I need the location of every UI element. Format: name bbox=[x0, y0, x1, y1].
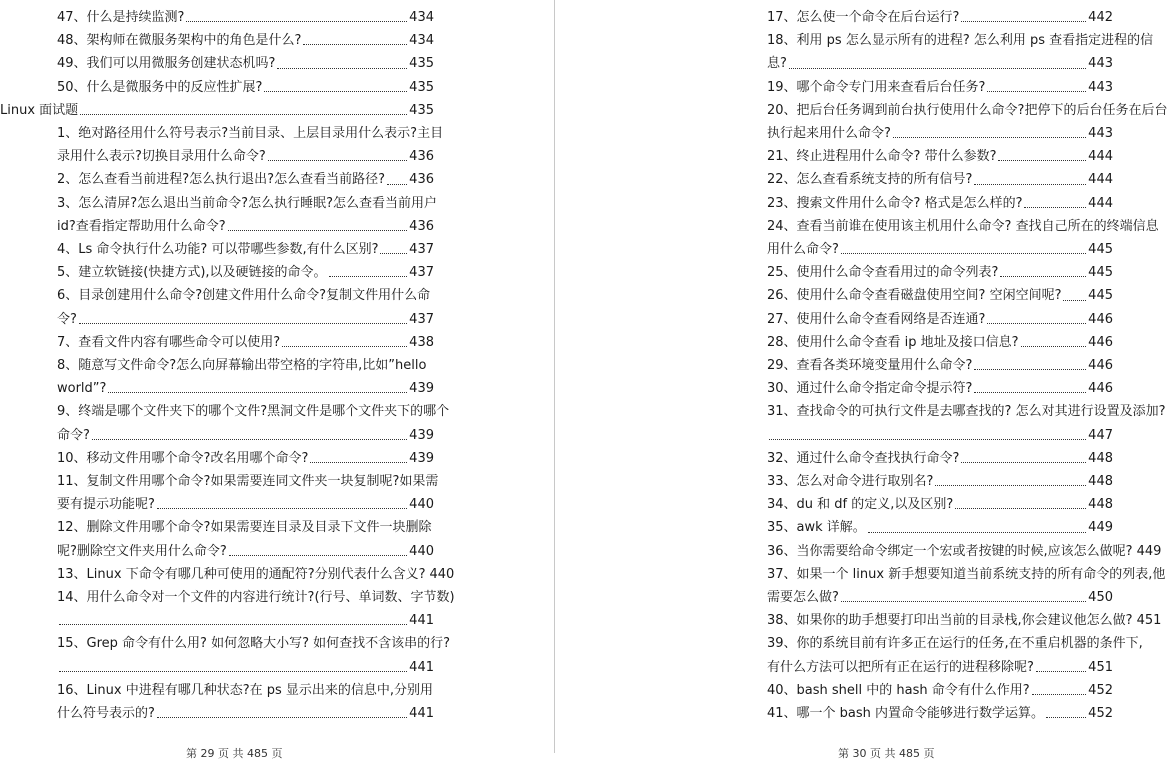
toc-page-number: 436 bbox=[409, 149, 434, 165]
toc-entry-text-line: 6、目录创建用什么命令?创建文件用什么命令?复制文件用什么命 bbox=[57, 288, 431, 304]
toc-page-number: 437 bbox=[409, 242, 434, 258]
toc-entry-leader-row bbox=[767, 354, 1113, 377]
toc-entry-leader-row bbox=[767, 52, 1113, 75]
toc-entry-text-line: 33、怎么对命令进行取别名? bbox=[767, 474, 934, 490]
toc-entry-text-line: 16、Linux 中进程有哪几种状态?在 ps 显示出来的信息中,分别用 bbox=[57, 682, 434, 698]
toc-entry-leader-row bbox=[767, 540, 1162, 563]
toc-page-number: 446 bbox=[1088, 311, 1113, 327]
toc-page-number: 439 bbox=[409, 381, 434, 397]
dot-leader bbox=[157, 717, 407, 718]
toc-entry-text-line: 执行起来用什么命令? bbox=[767, 126, 891, 142]
toc-page-number: 440 bbox=[409, 497, 434, 513]
toc-entry-leader-row bbox=[57, 52, 434, 75]
dot-leader bbox=[1046, 717, 1086, 718]
toc-page-number: 449 bbox=[1136, 543, 1162, 559]
toc-entry[interactable] bbox=[57, 586, 455, 632]
toc-entry[interactable] bbox=[57, 284, 434, 330]
toc-page-number: 436 bbox=[409, 172, 434, 188]
toc-entry-leader-row bbox=[0, 99, 434, 122]
dot-leader bbox=[961, 21, 1086, 22]
dot-leader bbox=[974, 184, 1086, 185]
toc-entry-text-line: 26、使用什么命令查看磁盘使用空间? 空闲空间呢? bbox=[767, 288, 1062, 304]
left-page bbox=[0, 0, 548, 760]
toc-page-number: 434 bbox=[409, 10, 434, 25]
toc-entry-text-line: 10、移动文件用哪个命令?改名用哪个命令? bbox=[57, 450, 309, 466]
toc-page-number: 441 bbox=[409, 659, 434, 675]
toc-entry-text-line: 9、终端是哪个文件夹下的哪个文件?黑洞文件是哪个文件夹下的哪个 bbox=[57, 404, 450, 420]
right-page bbox=[562, 0, 1167, 760]
toc-entry-text-line: 40、bash shell 中的 hash 命令有什么作用? bbox=[767, 682, 1030, 698]
toc-page-number: 445 bbox=[1088, 288, 1113, 304]
dot-leader bbox=[1063, 300, 1086, 301]
dot-leader bbox=[79, 323, 407, 324]
toc-entry[interactable] bbox=[57, 192, 437, 238]
toc-entry-text-line: 22、怎么查看系统支持的所有信号? bbox=[767, 172, 973, 188]
toc-entry[interactable] bbox=[57, 168, 434, 191]
toc-entry-text-line: 用什么命令? bbox=[767, 242, 839, 258]
toc-entry-text-line: 有什么方法可以把所有正在运行的进程移除呢? bbox=[767, 659, 1034, 675]
toc-entry[interactable] bbox=[767, 632, 1143, 678]
dot-leader bbox=[841, 253, 1086, 254]
toc-entry-leader-row bbox=[57, 308, 434, 331]
toc-section-heading[interactable] bbox=[0, 99, 434, 122]
toc-entry-text-line: 34、du 和 df 的定义,以及区别? bbox=[767, 497, 954, 513]
toc-page-number: 446 bbox=[1088, 358, 1113, 374]
toc-entry-leader-row bbox=[767, 493, 1113, 516]
toc-page-number: 450 bbox=[1088, 590, 1113, 606]
dot-leader bbox=[303, 44, 407, 45]
toc-entry[interactable] bbox=[57, 238, 434, 261]
dot-leader bbox=[868, 532, 1086, 533]
toc-entry[interactable] bbox=[767, 215, 1159, 261]
toc-entry-text-line: 要有提示功能呢? bbox=[57, 497, 155, 513]
toc-entry-text-line: 48、架构师在微服务架构中的角色是什么? bbox=[57, 33, 302, 49]
toc-page-number: 442 bbox=[1088, 10, 1113, 25]
toc-entry-text-line: 35、awk 详解。 bbox=[767, 520, 866, 536]
dot-leader bbox=[268, 160, 407, 161]
toc-page-number: 444 bbox=[1088, 195, 1113, 211]
toc-entry-leader-row bbox=[767, 238, 1113, 261]
toc-entry-text-line: 命令? bbox=[57, 427, 90, 443]
toc-entry-text-line: 39、你的系统目前有许多正在运行的任务,在不重启机器的条件下, bbox=[767, 636, 1143, 652]
toc-entry[interactable] bbox=[57, 447, 434, 470]
dot-leader bbox=[277, 68, 407, 69]
toc-entry-text-line: 录用什么表示?切换目录用什么命令? bbox=[57, 149, 266, 165]
toc-entry-leader-row bbox=[57, 493, 434, 516]
toc-entry-text-line: 47、什么是持续监测? bbox=[57, 10, 185, 25]
toc-entry-leader-row bbox=[57, 215, 434, 238]
toc-entry-text-line: 24、查看当前谁在使用该主机用什么命令? 查找自己所在的终端信息 bbox=[767, 218, 1159, 234]
toc-entry-leader-row bbox=[767, 122, 1113, 145]
toc-entry-leader-row bbox=[767, 76, 1113, 99]
toc-entry[interactable] bbox=[57, 52, 434, 75]
toc-entry-text-line: 31、查找命令的可执行文件是去哪查找的? 怎么对其进行设置及添加? bbox=[767, 404, 1166, 420]
toc-page-number: 452 bbox=[1088, 682, 1113, 698]
toc-page-number: 435 bbox=[409, 102, 434, 118]
toc-entry[interactable] bbox=[57, 400, 450, 446]
toc-page-number: 445 bbox=[1088, 242, 1113, 258]
toc-entry-text-line: 21、终止进程用什么命令? 带什么参数? bbox=[767, 149, 997, 165]
toc-entry-leader-row bbox=[57, 609, 434, 632]
dot-leader bbox=[1024, 207, 1086, 208]
toc-entry-leader-row bbox=[767, 308, 1113, 331]
toc-page-number: 447 bbox=[1088, 427, 1113, 443]
toc-entry-leader-row bbox=[767, 377, 1113, 400]
toc-entry-text-line: 11、复制文件用哪个命令?如果需要连同文件夹一块复制呢?如果需 bbox=[57, 474, 439, 490]
toc-entry[interactable] bbox=[57, 122, 444, 168]
toc-entry-text-line: 36、当你需要给命令绑定一个宏或者按键的时候,应该怎么做呢? bbox=[767, 543, 1133, 559]
toc-page-number: 451 bbox=[1136, 613, 1162, 629]
toc-entry[interactable] bbox=[57, 29, 434, 52]
toc-entry[interactable] bbox=[57, 563, 455, 586]
dot-leader bbox=[59, 671, 407, 672]
toc-entry[interactable] bbox=[767, 99, 1167, 145]
dot-leader bbox=[229, 555, 407, 556]
toc-page-number: 441 bbox=[409, 706, 434, 722]
toc-entry-leader-row bbox=[57, 29, 434, 52]
toc-entry-text-line: 2、怎么查看当前进程?怎么执行退出?怎么查看当前路径? bbox=[57, 172, 385, 188]
toc-entry[interactable] bbox=[767, 447, 1113, 470]
toc-entry[interactable] bbox=[57, 76, 434, 99]
toc-entry-leader-row bbox=[57, 261, 434, 284]
toc-entry-text-line: 17、怎么使一个命令在后台运行? bbox=[767, 10, 960, 25]
toc-entry[interactable] bbox=[767, 331, 1113, 354]
toc-entry-leader-row bbox=[57, 377, 434, 400]
toc-entry-text-line: 27、使用什么命令查看网络是否连通? bbox=[767, 311, 986, 327]
toc-entry[interactable] bbox=[57, 632, 451, 678]
toc-entry-text-line: 25、使用什么命令查看用过的命令列表? bbox=[767, 265, 999, 281]
toc-page-number: 437 bbox=[409, 265, 434, 281]
dot-leader bbox=[955, 508, 1086, 509]
toc-page-number: 448 bbox=[1088, 474, 1113, 490]
dot-leader bbox=[893, 137, 1086, 138]
toc-entry-text-line: 息? bbox=[767, 56, 787, 72]
toc-entry[interactable] bbox=[57, 354, 434, 400]
toc-entry[interactable] bbox=[767, 284, 1113, 307]
dot-leader bbox=[387, 184, 407, 185]
dot-leader bbox=[108, 392, 407, 393]
toc-list bbox=[710, 6, 1167, 725]
dot-leader bbox=[998, 160, 1086, 161]
toc-entry-text-line: 41、哪一个 bash 内置命令能够进行数学运算。 bbox=[767, 706, 1045, 722]
toc-entry-leader-row bbox=[767, 516, 1113, 539]
dot-leader bbox=[80, 114, 407, 115]
toc-entry-leader-row bbox=[57, 656, 434, 679]
toc-entry-text-line: 49、我们可以用微服务创建状态机吗? bbox=[57, 56, 276, 72]
toc-page-number: 440 bbox=[429, 566, 455, 582]
toc-entry-leader-row bbox=[767, 331, 1113, 354]
toc-entry-leader-row bbox=[767, 656, 1113, 679]
toc-entry-leader-row bbox=[57, 76, 434, 99]
toc-entry[interactable] bbox=[767, 377, 1113, 400]
toc-entry[interactable] bbox=[767, 493, 1113, 516]
toc-entry-text-line: 令? bbox=[57, 311, 77, 327]
dot-leader bbox=[1021, 346, 1087, 347]
page-divider bbox=[554, 0, 555, 753]
toc-entry-leader-row bbox=[767, 192, 1113, 215]
toc-entry-text-line: 5、建立软链接(快捷方式),以及硬链接的命令。 bbox=[57, 265, 327, 281]
dot-leader bbox=[987, 323, 1086, 324]
dot-leader bbox=[59, 624, 407, 625]
toc-entry[interactable] bbox=[767, 400, 1166, 446]
toc-entry-leader-row bbox=[57, 331, 434, 354]
toc-entry-leader-row bbox=[57, 238, 434, 261]
toc-entry-text-line: 30、通过什么命令指定命令提示符? bbox=[767, 381, 973, 397]
toc-entry-leader-row bbox=[767, 168, 1113, 191]
page-footer: 第 30 页 共 485 页 bbox=[838, 747, 935, 760]
dot-leader bbox=[961, 462, 1086, 463]
toc-entry-leader-row bbox=[767, 447, 1113, 470]
dot-leader bbox=[1000, 276, 1086, 277]
toc-entry-text-line: 32、通过什么命令查找执行命令? bbox=[767, 450, 960, 466]
toc-entry[interactable] bbox=[57, 6, 434, 29]
toc-entry-leader-row bbox=[767, 284, 1113, 307]
dot-leader bbox=[1032, 694, 1087, 695]
toc-entry-leader-row bbox=[767, 6, 1113, 29]
toc-page-number: 438 bbox=[409, 334, 434, 350]
toc-page-number: 443 bbox=[1088, 79, 1113, 95]
toc-entry-leader-row bbox=[767, 702, 1113, 725]
toc-entry-text-line: 38、如果你的助手想要打印出当前的目录栈,你会建议他怎么做? bbox=[767, 613, 1133, 629]
toc-entry[interactable] bbox=[767, 563, 1166, 609]
toc-page-number: 437 bbox=[409, 311, 434, 327]
toc-page-number: 444 bbox=[1088, 149, 1113, 165]
toc-entry-leader-row bbox=[57, 168, 434, 191]
toc-entry-leader-row bbox=[767, 424, 1113, 447]
toc-entry-text-line: 37、如果一个 linux 新手想要知道当前系统支持的所有命令的列表,他 bbox=[767, 566, 1166, 582]
dot-leader bbox=[282, 346, 407, 347]
toc-entry[interactable] bbox=[57, 516, 434, 562]
toc-page-number: 448 bbox=[1088, 497, 1113, 513]
toc-entry[interactable] bbox=[767, 6, 1113, 29]
toc-page-number: 435 bbox=[409, 79, 434, 95]
dot-leader bbox=[380, 253, 407, 254]
toc-entry-leader-row bbox=[57, 6, 434, 29]
dot-leader bbox=[186, 21, 407, 22]
toc-entry-text-line: 呢?删除空文件夹用什么命令? bbox=[57, 543, 227, 559]
toc-page-number: 449 bbox=[1088, 520, 1113, 536]
toc-page-number: 439 bbox=[409, 427, 434, 443]
toc-entry[interactable] bbox=[767, 261, 1113, 284]
toc-entry-text-line: 19、哪个命令专门用来查看后台任务? bbox=[767, 79, 986, 95]
toc-entry-leader-row bbox=[767, 261, 1113, 284]
toc-page-number: 446 bbox=[1088, 334, 1113, 350]
toc-entry[interactable] bbox=[767, 516, 1113, 539]
toc-page-number: 451 bbox=[1088, 659, 1113, 675]
toc-entry-text-line: 50、什么是微服务中的反应性扩展? bbox=[57, 79, 263, 95]
toc-page-number: 439 bbox=[409, 450, 434, 466]
toc-entry-leader-row bbox=[767, 586, 1113, 609]
toc-entry-leader-row bbox=[57, 540, 434, 563]
toc-entry-text-line: 7、查看文件内容有哪些命令可以使用? bbox=[57, 334, 281, 350]
toc-entry-leader-row bbox=[767, 470, 1113, 493]
toc-page-number: 435 bbox=[409, 56, 434, 72]
toc-page-number: 443 bbox=[1088, 126, 1113, 142]
dot-leader bbox=[769, 439, 1086, 440]
toc-entry-text-line: 13、Linux 下命令有哪几种可使用的通配符?分别代表什么含义? bbox=[57, 566, 426, 582]
toc-list bbox=[0, 6, 455, 725]
toc-page-number: 440 bbox=[409, 543, 434, 559]
toc-entry-text-line: Linux 面试题 bbox=[0, 102, 79, 118]
dot-leader bbox=[329, 276, 408, 277]
toc-entry-leader-row bbox=[57, 424, 434, 447]
dot-leader bbox=[310, 462, 407, 463]
toc-entry-text-line: 4、Ls 命令执行什么功能? 可以带哪些参数,有什么区别? bbox=[57, 242, 379, 258]
toc-entry-leader-row bbox=[57, 563, 455, 586]
dot-leader bbox=[264, 91, 407, 92]
dot-leader bbox=[92, 439, 407, 440]
dot-leader bbox=[935, 485, 1086, 486]
toc-entry-leader-row bbox=[57, 145, 434, 168]
toc-entry-leader-row bbox=[767, 145, 1113, 168]
toc-entry-text-line: world”? bbox=[57, 381, 107, 397]
toc-entry-text-line: 需要怎么做? bbox=[767, 590, 839, 606]
toc-entry-text-line: 什么符号表示的? bbox=[57, 706, 155, 722]
toc-page-number: 436 bbox=[409, 218, 434, 234]
toc-entry-text-line: 3、怎么清屏?怎么退出当前命令?怎么执行睡眠?怎么查看当前用户 bbox=[57, 195, 437, 211]
toc-entry[interactable] bbox=[767, 702, 1113, 725]
toc-entry[interactable] bbox=[767, 540, 1162, 563]
dot-leader bbox=[841, 601, 1086, 602]
toc-entry-text-line: 1、绝对路径用什么符号表示?当前目录、上层目录用什么表示?主目 bbox=[57, 126, 444, 142]
toc-page-number: 445 bbox=[1088, 265, 1113, 281]
dot-leader bbox=[974, 369, 1086, 370]
toc-entry[interactable] bbox=[57, 470, 439, 516]
toc-entry-text-line: id?查看指定帮助用什么命令? bbox=[57, 218, 226, 234]
dot-leader bbox=[157, 508, 407, 509]
dot-leader bbox=[1036, 671, 1086, 672]
dot-leader bbox=[974, 392, 1086, 393]
toc-entry-text-line: 20、把后台任务调到前台执行使用什么命令?把停下的后台任务在后台 bbox=[767, 102, 1167, 118]
toc-entry-leader-row bbox=[767, 609, 1162, 632]
dot-leader bbox=[228, 230, 408, 231]
toc-entry-leader-row bbox=[57, 447, 434, 470]
toc-page-number: 441 bbox=[409, 613, 434, 629]
toc-entry[interactable] bbox=[57, 679, 434, 725]
toc-entry[interactable] bbox=[767, 470, 1113, 493]
toc-entry-text-line: 8、随意写文件命令?怎么向屏幕输出带空格的字符串,比如”hello bbox=[57, 358, 427, 374]
toc-entry[interactable] bbox=[767, 29, 1154, 75]
toc-entry[interactable] bbox=[767, 76, 1113, 99]
toc-entry[interactable] bbox=[767, 308, 1113, 331]
toc-entry[interactable] bbox=[57, 331, 434, 354]
toc-entry[interactable] bbox=[767, 609, 1162, 632]
toc-page-number: 448 bbox=[1088, 450, 1113, 466]
toc-entry-text-line: 23、搜索文件用什么命令? 格式是怎么样的? bbox=[767, 195, 1023, 211]
toc-page-number: 452 bbox=[1088, 706, 1113, 722]
toc-entry[interactable] bbox=[57, 261, 434, 284]
toc-entry-text-line: 12、删除文件用哪个命令?如果需要连目录及目录下文件一块删除 bbox=[57, 520, 432, 536]
dot-leader bbox=[789, 68, 1086, 69]
toc-entry[interactable] bbox=[767, 354, 1113, 377]
toc-entry[interactable] bbox=[767, 192, 1113, 215]
toc-entry-text-line: 14、用什么命令对一个文件的内容进行统计?(行号、单词数、字节数) bbox=[57, 590, 455, 606]
toc-entry-leader-row bbox=[767, 679, 1113, 702]
toc-entry-text-line: 18、利用 ps 怎么显示所有的进程? 怎么利用 ps 查看指定进程的信 bbox=[767, 33, 1154, 49]
toc-page-number: 444 bbox=[1088, 172, 1113, 188]
toc-entry-text-line: 29、查看各类环境变量用什么命令? bbox=[767, 358, 973, 374]
page-footer: 第 29 页 共 485 页 bbox=[186, 747, 283, 760]
toc-entry[interactable] bbox=[767, 679, 1113, 702]
toc-entry[interactable] bbox=[767, 145, 1113, 168]
toc-page-number: 443 bbox=[1088, 56, 1113, 72]
toc-entry-text-line: 15、Grep 命令有什么用? 如何忽略大小写? 如何查找不含该串的行? bbox=[57, 636, 451, 652]
toc-page-number: 434 bbox=[409, 33, 434, 49]
toc-entry-text-line: 28、使用什么命令查看 ip 地址及接口信息? bbox=[767, 334, 1019, 350]
toc-entry[interactable] bbox=[767, 168, 1113, 191]
toc-entry-leader-row bbox=[57, 702, 434, 725]
dot-leader bbox=[987, 91, 1086, 92]
toc-page-number: 446 bbox=[1088, 381, 1113, 397]
